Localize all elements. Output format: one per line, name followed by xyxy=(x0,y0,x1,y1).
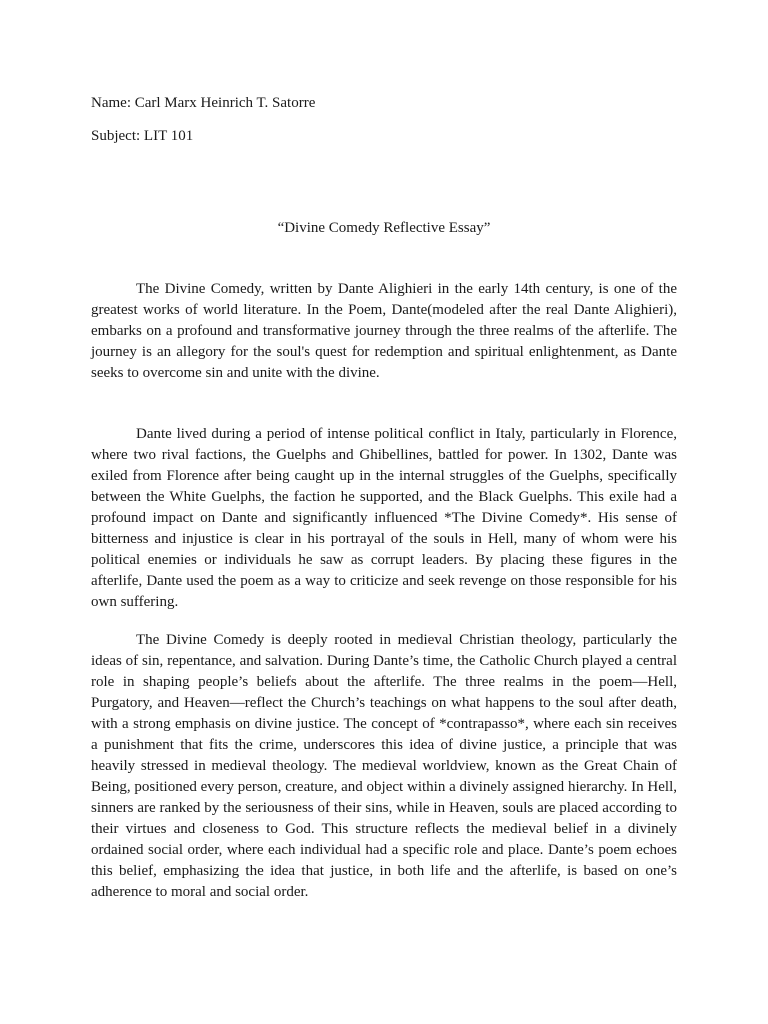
subject-line xyxy=(91,127,193,145)
subject-label: Subject: xyxy=(91,128,141,144)
essay-title: “Divine Comedy Reflective Essay” xyxy=(277,220,491,236)
essay-paragraph-1: The Divine Comedy, written by Dante Alighieri in the early 14th century, is one of the greatest works of world literature. In the Poem, Dante(modeled after the real Dante Alighieri), embarks on a profound and transformative journey through the three realms of the afterlife. The journey is an allegory for the soul's quest for redemption and spiritual enlightenment, as Dante seeks to overcome sin and unite with the divine. xyxy=(91,281,677,381)
name-label: Name: xyxy=(91,95,131,111)
subject-value: LIT 101 xyxy=(143,128,194,144)
student-name-line xyxy=(91,94,315,112)
essay-paragraph-3: The Divine Comedy is deeply rooted in medieval Christian theology, particularly the ideas of sin, repentance, and salvation. During Dante’s time, the Catholic Church played a central role in shaping people’s beliefs about the afterlife. The three realms in the poem—Hell, Purgatory, and Heaven—reflect the Church’s teachings on what happens to the soul after death, with a strong emphasis on divine justice. The concept of *contrapasso*, where each sin receives a punishment that fits the crime, underscores this idea of divine justice, a principle that was heavily stressed in medieval theology. The medieval worldview, known as the Great Chain of Being, positioned every person, creature, and object within a divinely assigned hierarchy. In Hell, sinners are ranked by the seriousness of their sins, while in Heaven, souls are placed according to their virtues and closeness to God. This structure reflects the medieval belief in a divinely ordained social order, where each individual had a specific role and place. Dante’s poem echoes this belief, emphasizing the idea that justice, in both life and the afterlife, is based on one’s adherence to moral and social order. xyxy=(91,632,677,900)
student-name: Carl Marx Heinrich T. Satorre xyxy=(134,95,316,111)
essay-paragraph-2: Dante lived during a period of intense political conflict in Italy, particularly in Florence, where two rival factions, the Guelphs and Ghibellines, battled for power. In 1302, Dante was exiled from Florence after being caught up in the internal struggles of the Guelphs, specifically between the White Guelphs, the faction he supported, and the Black Guelphs. This exile had a profound impact on Dante and significantly influenced *The Divine Comedy*. His sense of bitterness and injustice is clear in his portrayal of the souls in Hell, many of whom were his political enemies or individuals he saw as corrupt leaders. By placing these figures in the afterlife, Dante used the poem as a way to criticize and seek revenge on those responsible for his own suffering. xyxy=(91,426,677,610)
